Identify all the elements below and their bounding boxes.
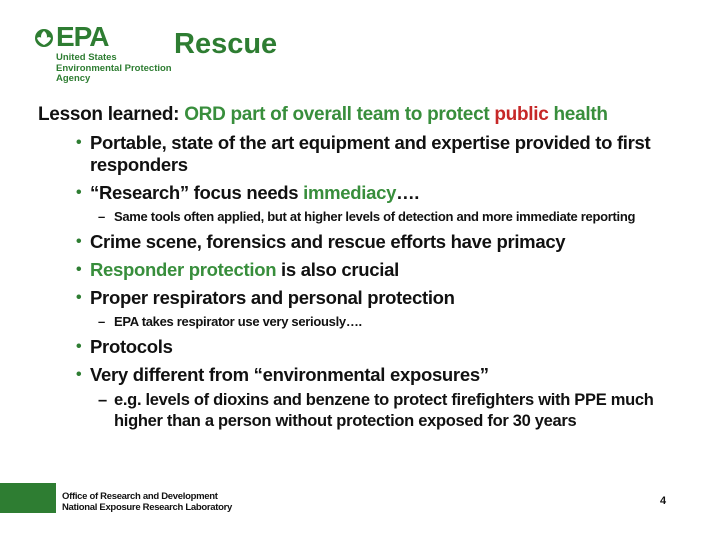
bullet-text-after: …. bbox=[396, 182, 420, 203]
sub-bullet-item bbox=[90, 390, 698, 432]
epa-flower-icon bbox=[34, 28, 54, 48]
bullet-highlight: Responder protection bbox=[90, 259, 277, 280]
lesson-learned bbox=[38, 104, 698, 126]
dash-icon: – bbox=[98, 391, 107, 409]
sub-bullet-text: Same tools often applied, but at higher levels of detection and more immediate reporting bbox=[114, 209, 636, 224]
bullet-dot-icon: • bbox=[76, 338, 82, 355]
bullet-item bbox=[38, 231, 698, 253]
footer-line-2: National Exposure Research Laboratory bbox=[62, 502, 232, 513]
lead-green-text: ORD part of overall team to protect bbox=[184, 104, 495, 125]
bullet-text: “Research” focus needs bbox=[90, 182, 304, 203]
bullet-dot-icon: • bbox=[76, 233, 82, 250]
bullet-dot-icon: • bbox=[76, 261, 82, 278]
slide-content bbox=[38, 104, 698, 438]
bullet-text: Protocols bbox=[90, 336, 173, 357]
bullet-list bbox=[38, 132, 698, 432]
bullet-dot-icon: • bbox=[76, 289, 82, 306]
sub-bullet-text: EPA takes respirator use very seriously…. bbox=[114, 314, 362, 329]
sub-bullet-text: e.g. levels of dioxins and benzene to protect firefighters with PPE much higher than a person without protection exposed for 30 years bbox=[114, 391, 654, 430]
sub-bullet-list bbox=[90, 390, 698, 432]
bullet-text: Crime scene, forensics and rescue efforts have primacy bbox=[90, 231, 566, 252]
dash-icon: – bbox=[98, 209, 105, 224]
sub-bullet-item bbox=[90, 208, 698, 225]
sub-bullet-item bbox=[90, 313, 698, 330]
bullet-dot-icon: • bbox=[76, 134, 82, 151]
slide-footer bbox=[0, 483, 720, 513]
lead-green-suffix: health bbox=[548, 104, 608, 125]
bullet-text: Very different from “environmental exposures” bbox=[90, 364, 489, 385]
bullet-text: Portable, state of the art equipment and expertise provided to first responders bbox=[90, 132, 651, 175]
bullet-item bbox=[38, 287, 698, 330]
bullet-text-after: is also crucial bbox=[276, 259, 399, 280]
bullet-highlight: immediacy bbox=[303, 182, 397, 203]
lead-red-text: public bbox=[494, 104, 549, 125]
bullet-item bbox=[38, 259, 698, 281]
epa-wordmark: EPA bbox=[56, 21, 109, 52]
bullet-item bbox=[38, 132, 698, 176]
dash-icon: – bbox=[98, 314, 105, 329]
page-number: 4 bbox=[660, 495, 667, 507]
bullet-item bbox=[38, 182, 698, 225]
bullet-item bbox=[38, 336, 698, 358]
bullet-dot-icon: • bbox=[76, 366, 82, 383]
footer-accent-bar bbox=[0, 483, 56, 513]
epa-logo bbox=[34, 21, 174, 86]
slide-title: Rescue bbox=[174, 28, 278, 60]
epa-agency-name: United States Environmental Protection Agency bbox=[56, 52, 172, 84]
sub-bullet-list bbox=[90, 208, 698, 225]
footer-line-1: Office of Research and Development bbox=[62, 491, 218, 502]
sub-bullet-list bbox=[90, 313, 698, 330]
bullet-item bbox=[38, 364, 698, 432]
lead-prefix: Lesson learned: bbox=[38, 104, 185, 125]
footer-org bbox=[62, 491, 232, 513]
bullet-dot-icon: • bbox=[76, 184, 82, 201]
bullet-text: Proper respirators and personal protection bbox=[90, 287, 455, 308]
